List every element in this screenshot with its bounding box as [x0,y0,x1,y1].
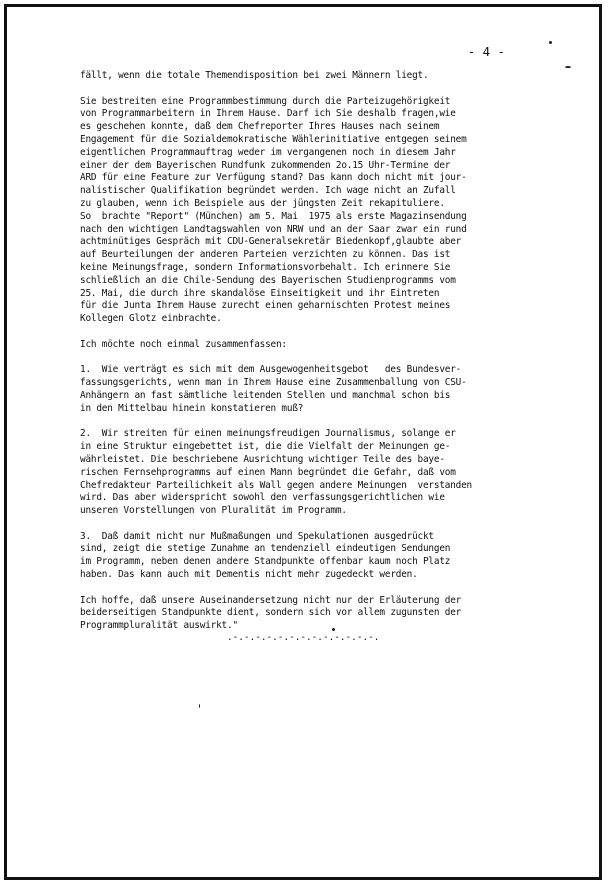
paragraph-programmbestimmung: Sie bestreiten eine Programmbestimmung durch die Parteizugehörigkeit von Programmarbeitern in Ihrem Hause. Darf ich Sie deshalb fragen,wie es geschehen konnte, daß dem Chefreporter Ihres Hauses nach seinem Engagement für die Sozialdemokratische Wählerinitiative entgegen seinem eigentlichen Programmauftrag weder im vergangenen noch in diesem Jahr einer der dem Bayerischen Rundfunk zukommenden 2o.15 Uhr-Termine der ARD für eine Feature zur Verfügung stand? Das kann doch nicht mit jour- nalistischer Qualifikation begründet werden. Ich wage nicht an Zufall zu glauben, wenn ich Beispiele aus der jüngsten Zeit rekapituliere. So brachte "Report" (München) am 5. Mai 1975 als erste Magazinsendung nach den wichtigen Landtagswahlen von NRW und an der Saar zwar ein rund achtminütiges Gespräch mit CDU-Generalsekretär Biedenkopf,glaubte aber auf Beurteilungen der anderen Parteien verzichten zu können. Das ist keine Meinungsfrage, sondern Informationsvorbehalt. Ich erinnere Sie schließlich an die Chile-Sendung des Bayerischen Studienprogramms vom 25. Mai, die durch ihre skandalöse Einseitigkeit und ihr Eintreten für die Junta Ihrem Hause zurecht einen geharnischten Protest meines Kollegen Glotz einbrachte. [80,95,467,325]
scan-speck [549,41,552,44]
paragraph-closing: Ich hoffe, daß unsere Auseinandersetzung nicht nur der Erläuterung der beiderseitigen Standpunkte dient, sondern sich vor allem zugunsten der Programmpluralität auswirkt." [80,594,462,632]
paragraph-point-1: 1. Wie verträgt es sich mit dem Ausgewogenheitsgebot des Bundesver- fassungsgerichts, wenn man in Ihrem Hause eine Zusammenballung von CSU- Anhängern an fast sämtliche leitenden Stellen und manchmal schon bis in den Mittelbau hinein konstatieren muß? [80,364,467,414]
paragraph-point-2: 2. Wir streiten für einen meinungsfreudigen Journalismus, solange er in eine Struktur eingebettet ist, die die Vielfalt der Meinungen ge- währleistet. Die beschriebene Ausrichtung wichtiger Teile des baye- rischen Fernsehprogramms auf einen Mann begründet die Gefahr, daß vom Chefredakteur Parteilichkeit als Wall gegen andere Meinungen verstanden wird. Das aber widerspricht sowohl den verfassungsgerichtlichen wie unseren Vorstellungen von Pluralität im Programm. [80,428,472,517]
scan-speck [199,704,200,708]
paragraph-zusammenfassen: Ich möchte noch einmal zusammenfassen: [80,338,287,350]
scan-speck [565,66,571,68]
letter-body [80,70,588,646]
paragraph-intro-line: fällt, wenn die totale Themendisposition bei zwei Männern liegt. [80,70,429,81]
paragraph-point-3: 3. Daß damit nicht nur Mußmaßungen und Spekulationen ausgedrückt sind, zeigt die stetige Zunahme an tendenziell eindeutigen Sendungen im Programm, neben denen andere Standpunkte offenbar kaum noch Platz haben. Das kann auch mit Dementis nicht mehr zugedeckt werden. [80,530,451,581]
page-number: - 4 - [467,44,505,59]
end-separator: .-.-.-.-.-.-.-.-.-.-.-.-.-. [227,632,380,643]
